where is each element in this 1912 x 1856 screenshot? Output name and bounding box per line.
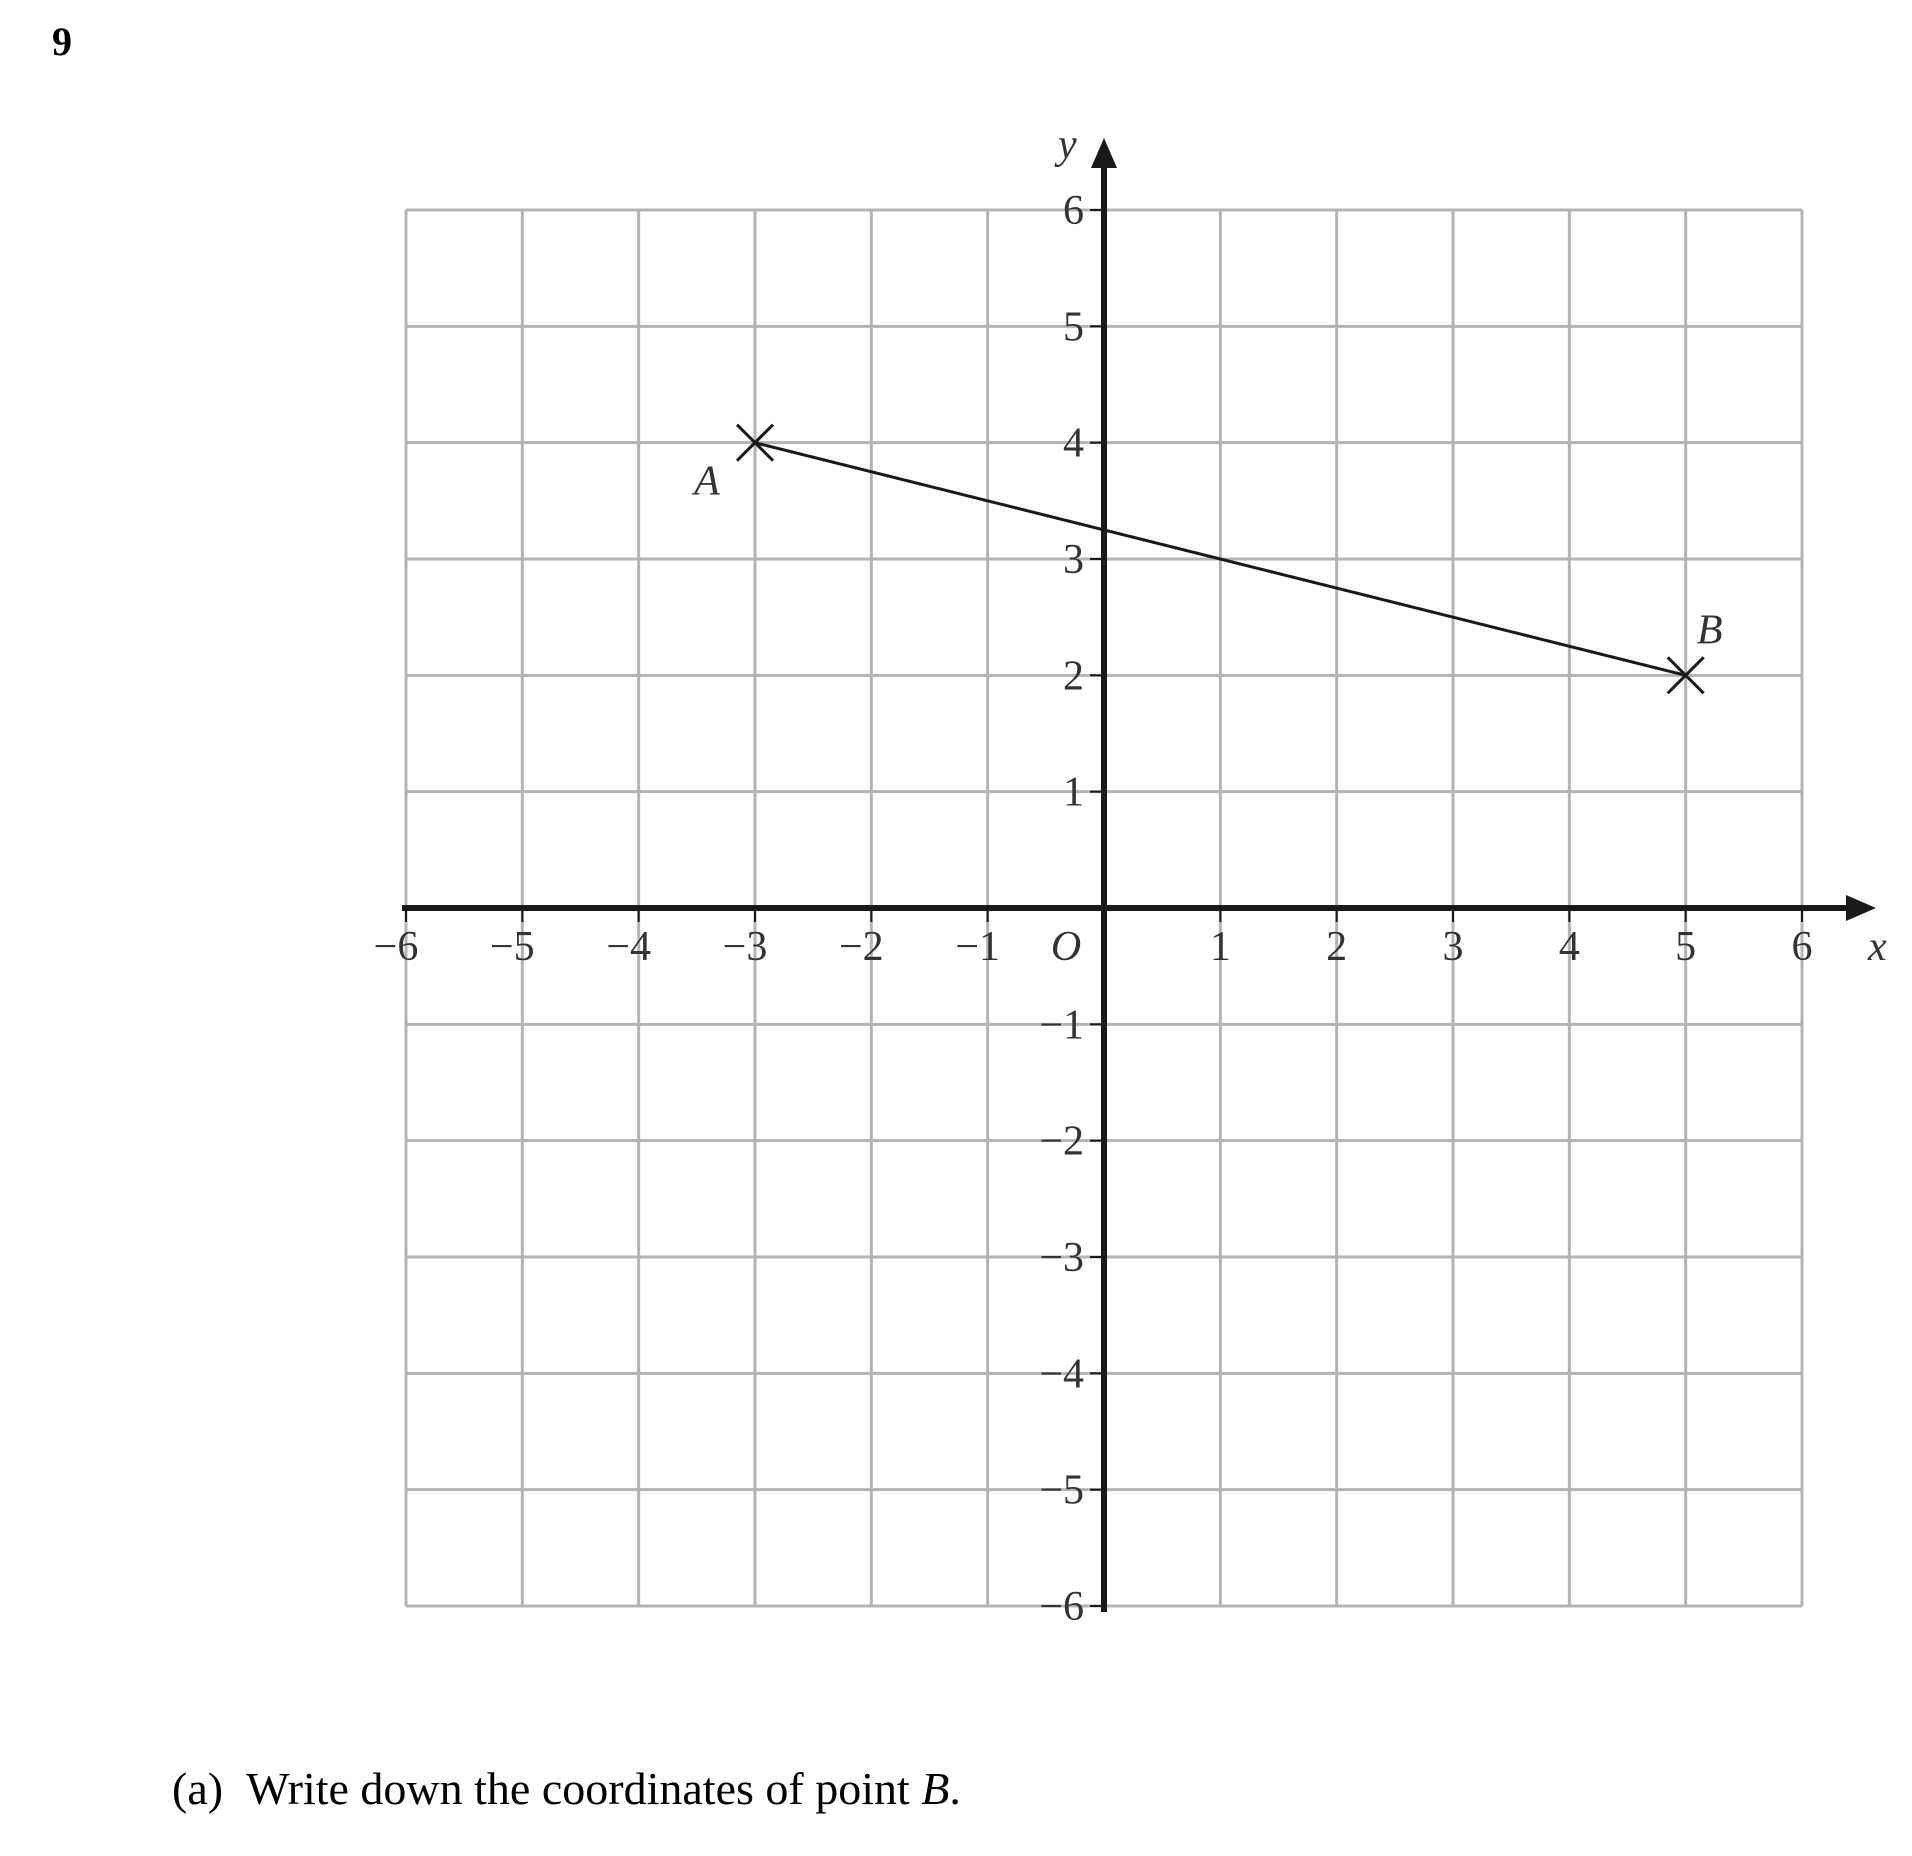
y-tick-label: −4 (1039, 1351, 1084, 1398)
y-tick-label: −6 (1039, 1584, 1084, 1630)
question-end: . (949, 1763, 961, 1814)
x-tick-label: 5 (1675, 924, 1697, 970)
y-tick-label: −3 (1039, 1235, 1084, 1281)
y-tick-label: 5 (1063, 304, 1084, 351)
y-tick-label: 2 (1063, 653, 1084, 700)
origin-label: O (1050, 924, 1082, 970)
point-a-label: A (694, 458, 720, 505)
x-tick-label: 4 (1558, 924, 1580, 970)
y-axis-arrowhead (1091, 138, 1117, 168)
x-tick-label: −3 (722, 924, 768, 970)
x-axis-label: x (1868, 924, 1887, 970)
question-point-name: B (921, 1763, 950, 1814)
x-tick-label: 2 (1326, 924, 1348, 970)
x-tick-label: 6 (1791, 924, 1813, 970)
question-number: 9 (52, 19, 72, 64)
y-tick-label: −1 (1039, 1002, 1084, 1049)
part-label: (a) (172, 1763, 224, 1814)
point-b-label: B (1696, 607, 1723, 654)
axes (402, 138, 1876, 1612)
y-tick-label: 3 (1063, 537, 1084, 583)
question-text: Write down the coordinates of point (246, 1763, 922, 1814)
y-tick-label: −5 (1039, 1467, 1084, 1514)
y-tick-label: 1 (1063, 769, 1084, 816)
y-axis-label: y (1058, 122, 1077, 168)
x-tick-label: 1 (1209, 924, 1231, 970)
x-tick-label: −1 (955, 924, 1001, 970)
x-axis-arrowhead (1846, 895, 1876, 921)
x-tick-label: 3 (1442, 924, 1464, 970)
x-tick-label: −5 (489, 924, 535, 970)
question-part-a (172, 1763, 961, 1814)
y-tick-label: 4 (1063, 420, 1084, 467)
x-tick-label: −6 (373, 924, 419, 970)
x-tick-label: −4 (606, 924, 652, 970)
x-tick-label: −2 (838, 924, 884, 970)
y-tick-label: −2 (1039, 1118, 1084, 1165)
y-tick-label: 6 (1063, 188, 1084, 234)
